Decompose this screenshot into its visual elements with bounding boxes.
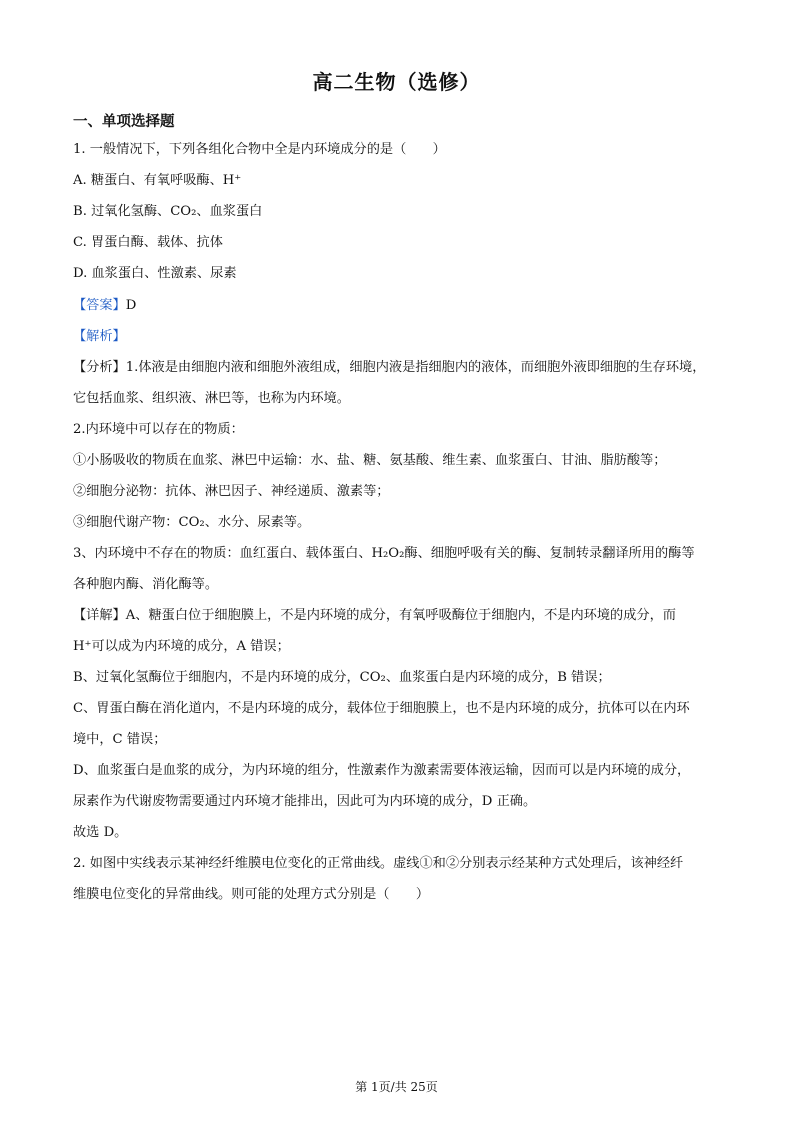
- analysis-line: ②细胞分泌物：抗体、淋巴因子、神经递质、激素等；: [73, 484, 390, 499]
- section-heading: 一、单项选择题: [73, 114, 175, 130]
- detail-line: D、血浆蛋白是血浆的成分，为内环境的组分，性激素作为激素需要体液运输，因而可以是内环境的成分，: [73, 763, 691, 778]
- answer-tag: 【答案】: [73, 298, 126, 313]
- analysis-tag: 【解析】: [73, 329, 126, 344]
- analysis-line: 2.内环境中可以存在的物质：: [73, 422, 244, 437]
- analysis-line: 它包括血浆、组织液、淋巴等，也称为内环境。: [73, 391, 350, 406]
- detail-line: H⁺可以成为内环境的成分，A 错误；: [73, 639, 290, 654]
- q1-answer: [73, 297, 136, 315]
- analysis-line: ③细胞代谢产物：CO₂、水分、尿素等。: [73, 515, 311, 530]
- conclusion-line: 故选 D。: [73, 825, 128, 840]
- q1-option-d: D. 血浆蛋白、性激素、尿素: [73, 266, 237, 281]
- q1-option-b: B. 过氧化氢酶、CO₂、血浆蛋白: [73, 204, 263, 219]
- analysis-line: ①小肠吸收的物质在血浆、淋巴中运输：水、盐、糖、氨基酸、维生素、血浆蛋白、甘油、脂肪酸等；: [73, 453, 667, 468]
- analysis-line: 3、内环境中不存在的物质：血红蛋白、载体蛋白、H₂O₂酶、细胞呼吸有关的酶、复制转录翻译所用的酶等: [73, 546, 695, 561]
- detail-line: 尿素作为代谢废物需要通过内环境才能排出，因此可为内环境的成分，D 正确。: [73, 794, 537, 809]
- detail-line: B、过氧化氢酶位于细胞内，不是内环境的成分，CO₂、血浆蛋白是内环境的成分，B 错误；: [73, 670, 611, 685]
- detail-line: 境中，C 错误；: [73, 732, 167, 747]
- q1-stem: 1. 一般情况下，下列各组化合物中全是内环境成分的是（ ）: [73, 142, 446, 157]
- analysis-line: 【分析】1.体液是由细胞内液和细胞外液组成，细胞内液是指细胞内的液体，而细胞外液即细胞的生存环境，: [73, 360, 706, 375]
- q2-stem-line: 2. 如图中实线表示某神经纤维膜电位变化的正常曲线。虚线①和②分别表示经某种方式处理后，该神经纤: [73, 856, 684, 871]
- q2-stem-line: 维膜电位变化的异常曲线。则可能的处理方式分别是（ ）: [73, 887, 430, 902]
- analysis-line: 各种胞内酶、消化酶等。: [73, 577, 219, 592]
- answer-value: D: [125, 298, 137, 313]
- q1-option-c: C. 胃蛋白酶、载体、抗体: [73, 235, 223, 250]
- detail-line: C、胃蛋白酶在消化道内，不是内环境的成分，载体位于细胞膜上，也不是内环境的成分，抗体可以在内环: [73, 701, 690, 716]
- detail-line: 【详解】A、糖蛋白位于细胞膜上，不是内环境的成分，有氧呼吸酶位于细胞内，不是内环境的成分，而: [73, 608, 676, 623]
- q1-option-a: A. 糖蛋白、有氧呼吸酶、H⁺: [73, 173, 242, 188]
- page-footer: 第 1页/共 25页: [355, 1080, 438, 1094]
- page-title: 高二生物（选修）: [312, 70, 481, 94]
